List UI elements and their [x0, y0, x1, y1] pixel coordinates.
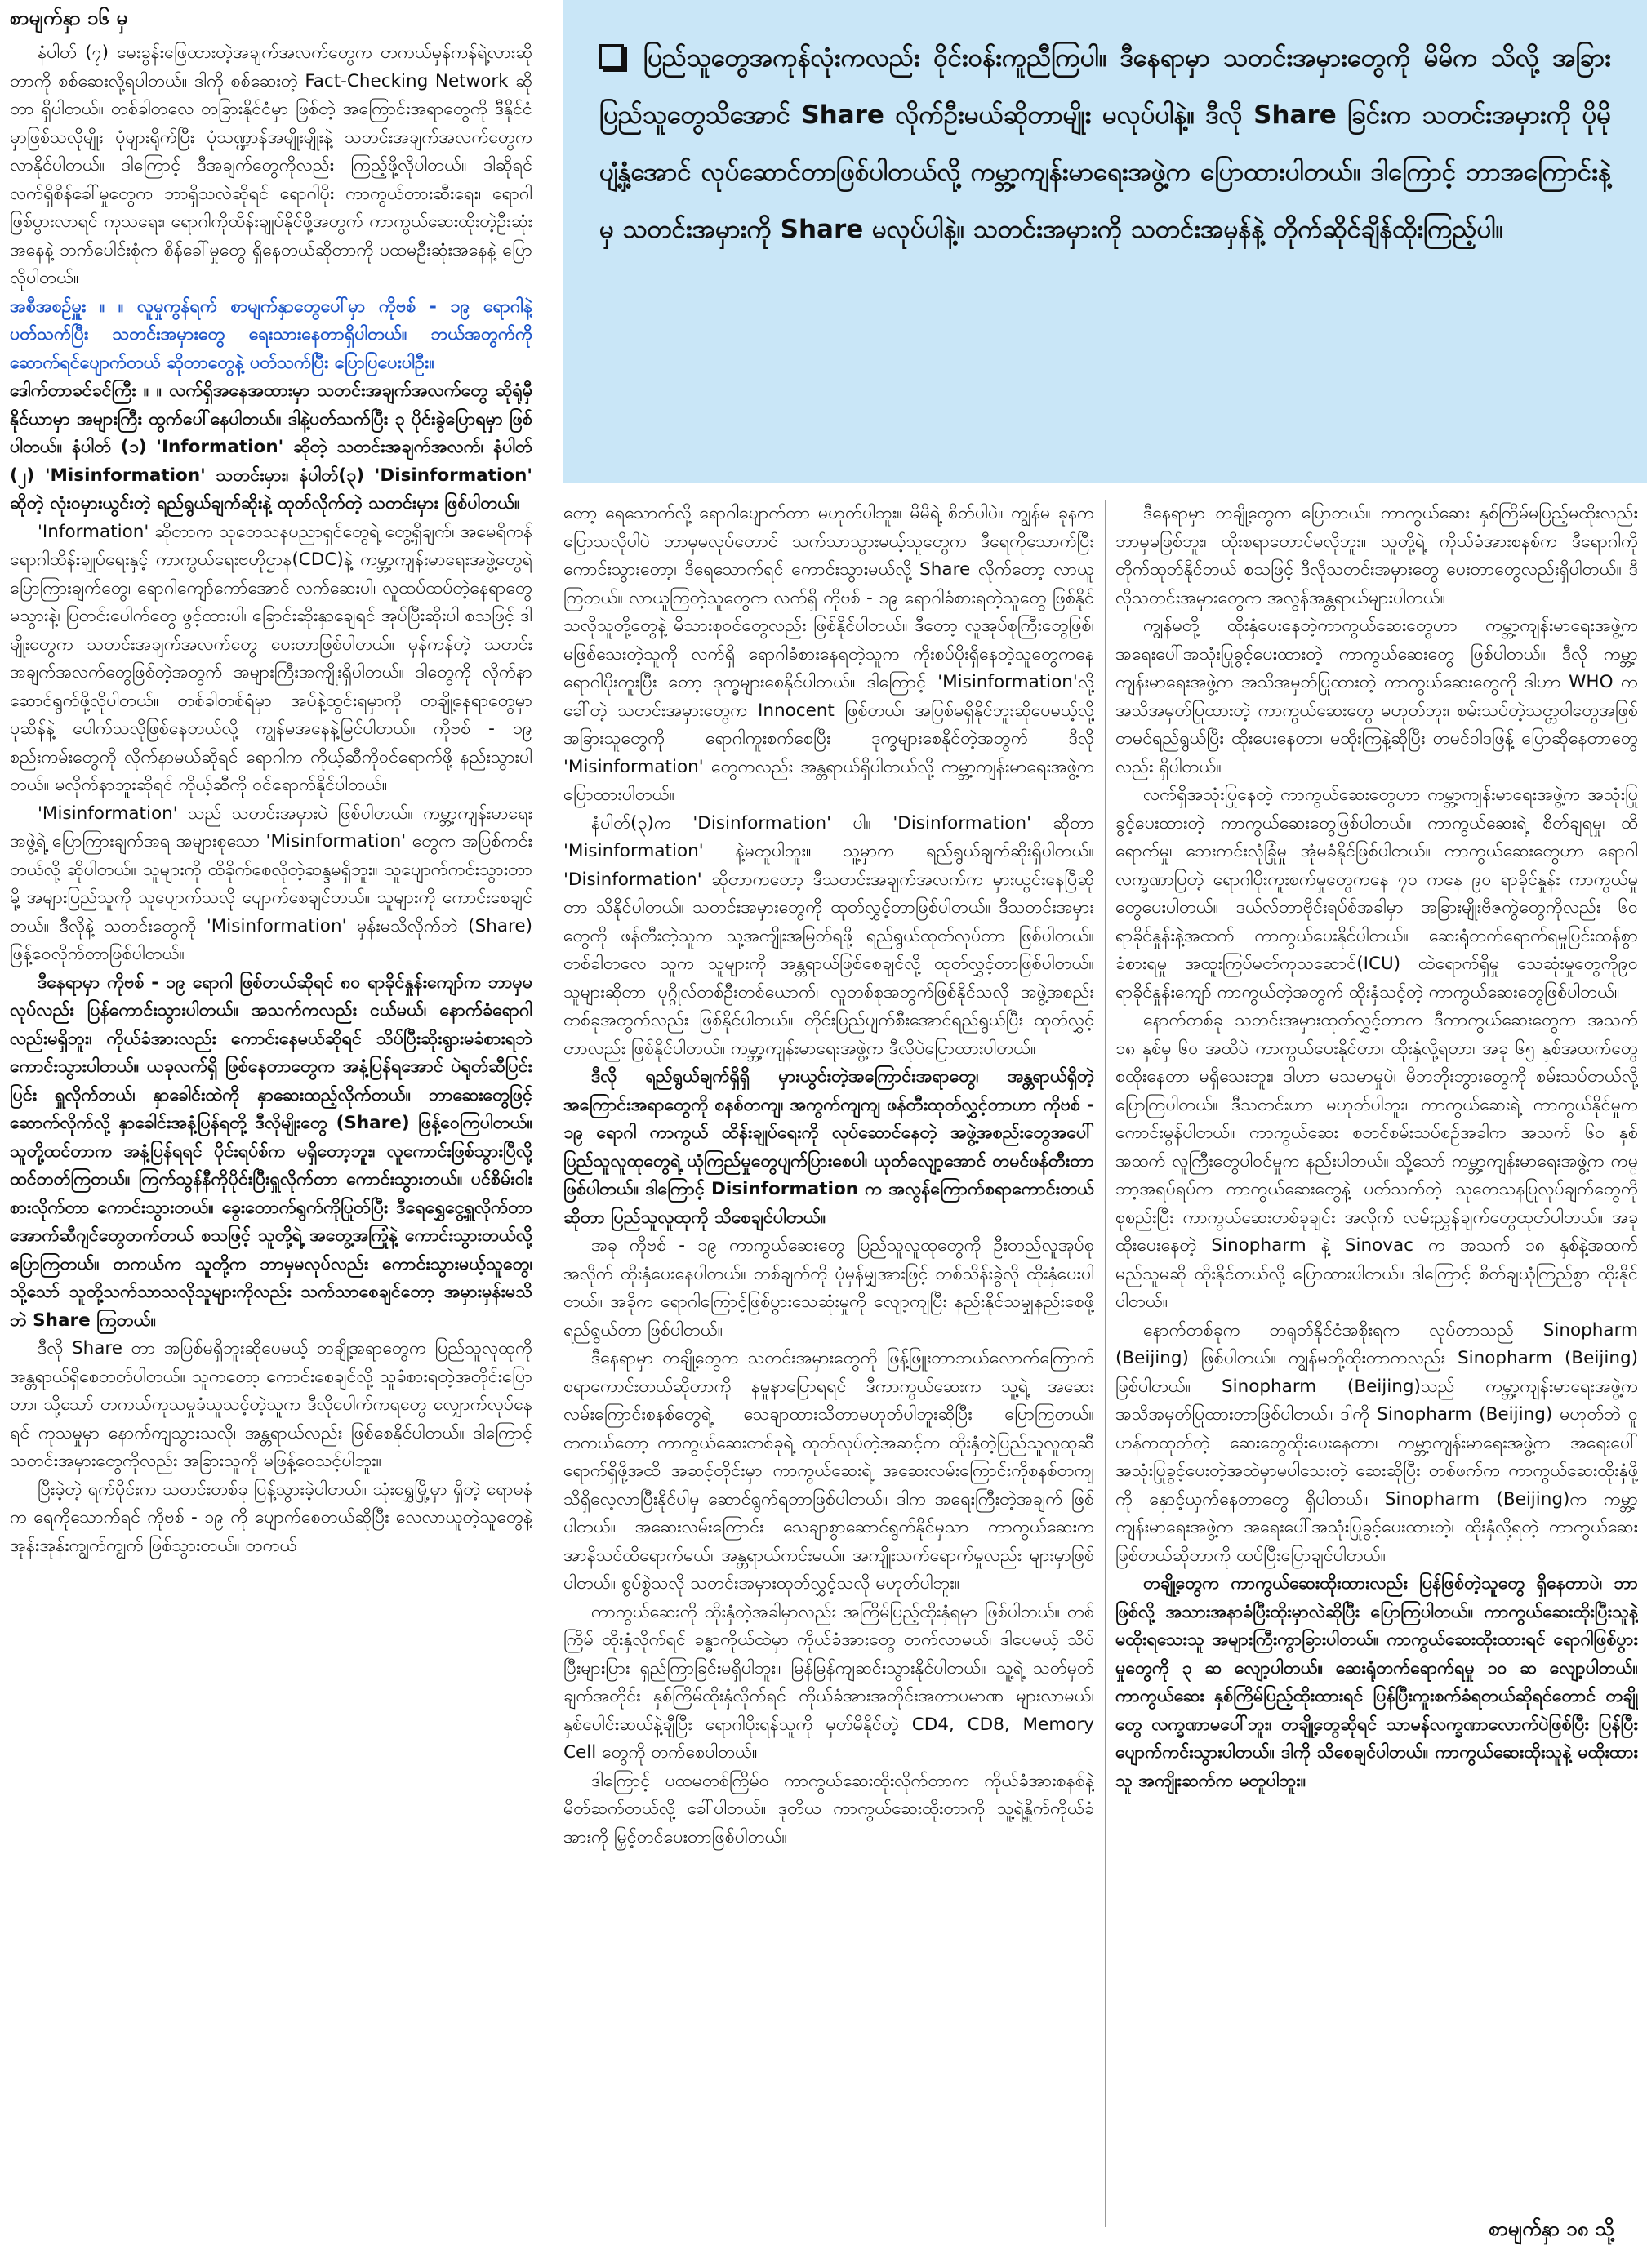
paragraph: 'Misinformation' သည် သတင်းအမှားပဲ ဖြစ်ပါတယ်။ ကမ္ဘာ့ကျန်းမာရေးအဖွဲ့ရဲ့ ပြောကြားချက်အရ အများစုသော 'Misinformation' တွေက အပြစ်ကင်းတယ်လို့ ဆိုပါတယ်။ သူများကို ထိခိုက်စေလိုတဲ့ဆန္ဒမရှိဘူး။ သူပျောက်ကင်းသွားတာမို့ အများပြည်သူကို သူပျောက်သလို ပျောက်စေချင်တယ်။ သူများကို ကောင်းစေချင်တယ်။ ဒီလိုနဲ့ သတင်းတွေကို 'Misinformation' မှန်းမသိလိုက်ဘဲ (Share) ဖြန့်ဝေလိုက်တာဖြစ်ပါတယ်။ — [10, 803, 532, 964]
article-column-2 — [563, 500, 1094, 2229]
callout-text: ပြည်သူတွေအကုန်လုံးကလည်း ဝိုင်းဝန်းကူညီကြပါ။ ဒီနေရာမှာ သတင်းအမှားတွေကို မိမိက သိလို့ အခြားပြည်သူတွေသိအောင် Share လိုက်ဦးမယ်ဆိုတာမျိုး မလုပ်ပါနဲ့။ ဒီလို Share ခြင်းက သတင်းအမှားကို ပိုမိုပျံ့နှံ့အောင် လုပ်ဆောင်တာဖြစ်ပါတယ်လို့ ကမ္ဘာ့ကျန်းမာရေးအဖွဲ့က ပြောထားပါတယ်။ ဒါကြောင့် ဘာအကြောင်းနဲ့မှ သတင်းအမှားကို Share မလုပ်ပါနဲ့။ သတင်းအမှားကို သတင်းအမှန်နဲ့ တိုက်ဆိုင်ချိန်ထိုးကြည့်ပါ။ — [599, 43, 1611, 244]
paragraph: နောက်တစ်ခုက တရုတ်နိုင်ငံအစိုးရက လုပ်တာသည် Sinopharm (Beijing) ဖြစ်ပါတယ်။ ကျွန်မတို့ထိုးတာကလည်း Sinopharm (Beijing) ဖြစ်ပါတယ်။ Sinopharm (Beijing)သည် ကမ္ဘာ့ကျန်းမာရေးအဖွဲ့က အသိအမှတ်ပြုထားတာဖြစ်ပါတယ်။ ဒါကို Sinopharm (Beijing) မဟုတ်ဘဲ ဝူဟန်ကထုတ်တဲ့ ဆေးတွေထိုးပေးနေတာ၊ ကမ္ဘာ့ကျန်းမာရေးအဖွဲ့က အရေးပေါ်အသုံးပြုခွင့်ပေးတဲ့အထဲမှာမပါသေးတဲ့ ဆေးဆိုပြီး တစ်ဖက်က ကာကွယ်ဆေးထိုးနှံဖို့ကို နှောင့်ယှက်နေတာတွေ ရှိပါတယ်။ Sinopharm (Beijing)က ကမ္ဘာ့ကျန်းမာရေးအဖွဲ့က အရေးပေါ်အသုံးပြုခွင့်ပေးထားတဲ့၊ ထိုးနှံလို့ရတဲ့ ကာကွယ်ဆေးဖြစ်တယ်ဆိုတာကို ထပ်ပြီးပြောချင်ပါတယ်။ — [1115, 1319, 1638, 1566]
paragraph: နံပါတ်(၃)က 'Disinformation' ပါ။ 'Disinformation' ဆိုတာ 'Misinformation' နဲ့မတူပါဘူး။ သူ့မှာက ရည်ရွယ်ချက်ဆိုးရှိပါတယ်။ 'Disinformation' ဆိုတာကတော့ ဒီသတင်းအချက်အလက်က မှားယွင်းနေပြီဆိုတာ သိနိုင်ပါတယ်။ သတင်းအမှားတွေကို ထုတ်လွှင့်တာဖြစ်ပါတယ်။ ဒီသတင်းအမှားတွေကို ဖန်တီးတဲ့သူက သူ့အကျိုးအမြတ်ရဖို့ ရည်ရွယ်ထုတ်လုပ်တာ ဖြစ်ပါတယ်။ တစ်ခါတလေ သူက သူများကို အန္တရာယ်ဖြစ်စေချင်လို့ ထုတ်လွှင့်တာဖြစ်ပါတယ်။ သူများဆိုတာ ပုဂ္ဂိုလ်တစ်ဦးတစ်ယောက်၊ လူတစ်စုအတွက်ဖြစ်နိုင်သလို အဖွဲ့အစည်းတစ်ခုအတွက်လည်း ဖြစ်နိုင်ပါတယ်။ တိုင်းပြည်ပျက်စီးအောင်ရည်ရွယ်ပြီး ထုတ်လွှင့်တာလည်း ဖြစ်နိုင်ပါတယ်။ ကမ္ဘာ့ကျန်းမာရေးအဖွဲ့က ဒီလိုပဲပြောထားပါတယ်။ — [563, 812, 1094, 1059]
paragraph: ပြီးခဲ့တဲ့ ရက်ပိုင်းက သတင်းတစ်ခု ပြန့်သွားခဲ့ပါတယ်။ သုံးရွှေမြို့မှာ ရှိတဲ့ ရောမနံက ရေကိုသောက်ရင် ကိုဗစ် - ၁၉ ကို ပျောက်စေတယ်ဆိုပြီး လေလာယူတဲ့သူတွေနဲ့ အုန်းအုန်းကျွက်ကျွက် ဖြစ်သွားတယ်။ တကယ် — [10, 1479, 532, 1556]
paragraph-bold: ဒီလို ရည်ရွယ်ချက်ရှိရှိ မှားယွင်းတဲ့အကြောင်းအရာတွေ၊ အန္တရာယ်ရှိတဲ့အကြောင်းအရာတွေကို စနစ်တကျ၊ အကွက်ကျကျ ဖန်တီးထုတ်လွှင့်တာဟာ ကိုဗစ် - ၁၉ ရောဂါ ကာကွယ် ထိန်းချုပ်ရေးကို လုပ်ဆောင်နေတဲ့ အဖွဲ့အစည်းတွေအပေါ် ပြည်သူလူထုတွေရဲ့ ယုံကြည်မှုတွေပျက်ပြားစေပါ၊ ယုတ်လျော့အောင် တမင်ဖန်တီးတာ ဖြစ်ပါတယ်။ ဒါကြောင့် Disinformation က အလွန်ကြောက်စရာကောင်းတယ်ဆိုတာ ပြည်သူလူထုကို သိစေချင်ပါတယ်။ — [563, 1066, 1094, 1228]
paragraph: ကာကွယ်ဆေးကို ထိုးနှံတဲ့အခါမှာလည်း အကြိမ်ပြည့်ထိုးနှံရမှာ ဖြစ်ပါတယ်။ တစ်ကြိမ် ထိုးနှံလိုက်ရင် ခန္ဓာကိုယ်ထဲမှာ ကိုယ်ခံအားတွေ တက်လာမယ်၊ ဒါပေမယ့် သိပ်ပြီးများပြား ရှည်ကြာခြင်းမရှိပါဘူး။ မြန်မြန်ကျဆင်းသွားနိုင်ပါတယ်။ သူ့ရဲ့ သတ်မှတ်ချက်အတိုင်း နှစ်ကြိမ်ထိုးနှံလိုက်ရင် ကိုယ်ခံအားအတိုင်းအတာပမာဏ များလာမယ်၊ နှစ်ပေါင်းဆယ်နဲ့ချီပြီး ရောဂါပိုးရန်သူကို မှတ်မိနိုင်တဲ့ CD4, CD8, Memory Cell တွေကို တက်စေပါတယ်။ — [563, 1601, 1094, 1763]
paragraph-bold: တချို့တွေက ကာကွယ်ဆေးထိုးထားလည်း ပြန်ဖြစ်တဲ့သူတွေ ရှိနေတာပဲ၊ ဘာဖြစ်လို့ အသားအနာခံပြီးထိုးမှာလဲဆိုပြီး ပြောကြပါတယ်။ ကာကွယ်ဆေးထိုးပြီးသူနဲ့ မထိုးရသေးသူ အများကြီးကွာခြားပါတယ်။ ကာကွယ်ဆေးထိုးထားရင် ရောဂါဖြစ်ပွားမှုတွေကို ၃ ဆ လျော့ပါတယ်။ ဆေးရုံတက်ရောက်ရမှု ၁၀ ဆ လျော့ပါတယ်။ ကာကွယ်ဆေး နှစ်ကြိမ်ပြည့်ထိုးထားရင် ပြန်ပြီးကူးစက်ခံရတယ်ဆိုရင်တောင် တချို့တွေ လက္ခဏာမပေါ်ဘူး၊ တချို့တွေဆိုရင် သာမန်လက္ခဏာလောက်ပဲဖြစ်ပြီး ပြန်ပြီးပျောက်ကင်းသွားပါတယ်။ ဒါကို သိစေချင်ပါတယ်။ ကာကွယ်ဆေးထိုးသူနဲ့ မထိုးထားသူ အကျိုးဆက်က မတူပါဘူး။ — [1115, 1573, 1638, 1791]
paragraph: ဒီနေရာမှာ တချို့တွေက သတင်းအမှားတွေကို ဖြန့်ဖြူးတာဘယ်လောက်ကြောက်စရာကောင်းတယ်ဆိုတာကို နမူနာပြောရရင် ဒီကာကွယ်ဆေးက သူ့ရဲ့ အဆေးလမ်းကြောင်းစနစ်တွေရဲ့ သေချာထားသိတာမဟုတ်ပါဘူးဆိုပြီး ပြောကြတယ်။ တကယ်တော့ ကာကွယ်ဆေးတစ်ခုရဲ့ ထုတ်လုပ်တဲ့အဆင့်က ထိုးနှံတဲ့ပြည်သူလူထုဆီ ရောက်ရှိဖို့အထိ အဆင့်တိုင်းမှာ ကာကွယ်ဆေးရဲ့ အဆေးလမ်းကြောင်းကိုစနစ်တကျ သိရှိလေ့လာပြီးနိုင်ပါမှ ဆောင်ရွက်ရတာဖြစ်ပါတယ်။ ဒါက အရေးကြီးတဲ့အချက် ဖြစ်ပါတယ်။ အဆေးလမ်းကြောင်း သေချာစွာဆောင်ရွက်နိုင်မှသာ ကာကွယ်ဆေးက အာနိသင်ထိရောက်မယ်၊ အန္တရာယ်ကင်းမယ်။ အကျိုးသက်ရောက်မှုလည်း များမှာဖြစ်ပါတယ်။ စွပ်စွဲသလို သတင်းအမှားထုတ်လွှင့်သလို မဟုတ်ပါဘူး။ — [563, 1348, 1094, 1594]
checkbox-icon — [599, 44, 624, 69]
paragraph: ဒီလို Share တာ အပြစ်မရှိဘူးဆိုပေမယ့် တချို့အရာတွေက ပြည်သူလူထုကို အန္တရာယ်ရှိစေတတ်ပါတယ်။ သူကတော့ ကောင်းစေချင်လို့ သူခံစားရတဲ့အတိုင်းပြောတာ၊ သို့သော် တကယ်ကုသမှုခံယူသင့်တဲ့သူက ဒီလိုပေါက်ကရတွေ လျှောက်လုပ်နေရင် ကုသမှုမှာ နောက်ကျသွားသလို၊ အန္တရာယ်လည်း ဖြစ်စေနိုင်ပါတယ်။ ဒါကြောင့် သတင်းအမှားတွေကိုလည်း အခြားသူကို မဖြန့်ဝေသင့်ပါဘူး။ — [10, 1338, 532, 1471]
paragraph: အခု ကိုဗစ် - ၁၉ ကာကွယ်ဆေးတွေ ပြည်သူလူထုတွေကို ဦးတည်လူအုပ်စုအလိုက် ထိုးနှံပေးနေပါတယ်။ တစ်ချက်ကို ပုံမှန်မျှအားဖြင့် တစ်သိန်းခွဲလို ထိုးနှံပေးပါတယ်။ အခိုက ရောဂါကြောင့်ဖြစ်ပွားသေဆုံးမှုကို လျော့ကျပြီး နည်းနိုင်သမျှနည်းစေဖို့ ရည်ရွယ်တာ ဖြစ်ပါတယ်။ — [563, 1235, 1094, 1341]
interviewer-question: အစီအစဉ်မှူး ။ ။ လူမှုကွန်ရက် စာမျက်နှာတွေပေါ်မှာ ကိုဗစ် - ၁၉ ရောဂါနဲ့ ပတ်သက်ပြီး သတင်းအမှားတွေ ရေးသားနေတာရှိပါတယ်။ ဘယ်အတွက်ကို ဆောက်ရင်ပျောက်တယ် ဆိုတာတွေနဲ့ ပတ်သက်ပြီး ပြောပြပေးပါဦး။ — [10, 296, 532, 373]
article-column-3 — [1115, 500, 1638, 2229]
paragraph: နောက်တစ်ခု သတင်းအမှားထုတ်လွှင့်တာက ဒီကာကွယ်ဆေးတွေက အသက် ၁၈ နှစ်မှ ၆၀ အထိပဲ ကာကွယ်ပေးနိုင်တာ၊ ထိုးနှံလို့ရတာ၊ အခု ၆၅ နှစ်အထက်တွေ စထိုးနေတာ မရှိသေးဘူး၊ ဒါဟာ မသမာမှုပဲ၊ မိဘဘိုးဘွားတွေကို စမ်းသပ်တယ်လို့ ပြောကြပါတယ်။ ဒီသတင်းဟာ မဟုတ်ပါဘူး၊ ကာကွယ်ဆေးရဲ့ ကာကွယ်နိုင်မှုက ကောင်းမွန်ပါတယ်။ ကာကွယ်ဆေး စတင်စမ်းသပ်စဉ်အခါက အသက် ၆၀ နှစ်အထက် လူကြီးတွေပါဝင်မှုက နည်းပါတယ်။ သို့သော် ကမ္ဘာ့ကျန်းမာရေးအဖွဲ့က ကမ္ဘာ့အရပ်ရပ်က ကာကွယ်ဆေးတွေနဲ့ ပတ်သက်တဲ့ သုတေသနပြုလုပ်ချက်တွေကိုစုစည်းပြီး ကာကွယ်ဆေးတစ်ခုချင်း အလိုက် လမ်းညွှန်ချက်တွေထုတ်ပါတယ်။ အခု ထိုးပေးနေတဲ့ Sinopharm နဲ့ Sinovac က အသက် ၁၈ နှစ်နဲ့အထက် မည်သူမဆို ထိုးနိုင်တယ်လို့ ပြောထားပါတယ်။ ဒါကြောင့် စိတ်ချယုံကြည်စွာ ထိုးနိုင်ပါတယ်။ — [1115, 1010, 1638, 1312]
page-continued-to: စာမျက်နှာ ၁၈ သို့ — [1489, 2217, 1614, 2240]
page-continued-from: စာမျက်နှာ ၁၆ မှ — [10, 7, 128, 29]
article-column-1 — [10, 39, 532, 2227]
paragraph: ဒါကြောင့် ပထမတစ်ကြိမ်ဝ ကာကွယ်ဆေးထိုးလိုက်တာက ကိုယ်ခံအားစနစ်နဲ့ မိတ်ဆက်တယ်လို့ ခေါ်ပါတယ်။ ဒုတိယ ကာကွယ်ဆေးထိုးတာကို သူ့ရဲ့နှိုက်ကိုယ်ခံအားကို မြှင့်တင်ပေးတာဖြစ်ပါတယ်။ — [563, 1770, 1094, 1848]
paragraph: ဒီနေရာမှာ တချို့တွေက ပြောတယ်။ ကာကွယ်ဆေး နှစ်ကြိမ်မပြည့်မထိုးလည်း ဘာမှမဖြစ်ဘူး၊ ထိုးစရာတောင်မလိုဘူး။ သူတို့ရဲ့ ကိုယ်ခံအားစနစ်က ဒီရောဂါကို တိုက်ထုတ်နိုင်တယ် စသဖြင့် ဒီလိုသတင်းအမှားတွေ ပေးတာတွေလည်းရှိပါတယ်။ ဒီလိုသတင်းအမှားတွေက အလွန်အန္တရာယ်များပါတယ်။ — [1115, 503, 1638, 608]
paragraph-bold: ဒီနေရာမှာ ကိုဗစ် - ၁၉ ရောဂါ ဖြစ်တယ်ဆိုရင် ၈၀ ရာခိုင်နှုန်းကျော်က ဘာမှမလုပ်လည်း ပြန်ကောင်းသွားပါတယ်။ အသက်ကလည်း ငယ်မယ်၊ နောက်ခံရောဂါလည်းမရှိဘူး၊ ကိုယ်ခံအားလည်း ကောင်းနေမယ်ဆိုရင် သိပ်ပြီးဆိုးရွားမခံစားရဘဲ ကောင်းသွားပါတယ်။ ယခုလက်ရှိ ဖြစ်နေတာတွေက အနံ့ပြန်ရအောင် ပဲရုတ်ဆီပြင်းပြင်း ရှူလိုက်တယ်၊ နှာခေါင်းထဲကို နှာဆေးထည့်လိုက်တယ်။ ဘာဆေးတွေဖြင့် ဆောက်လိုက်လို့ နှာခေါင်းအနံ့ပြန်ရတို့ ဒီလိုမျိုးတွေ (Share) ဖြန့်ဝေကြပါတယ်။ သူတို့ထင်တာက အနံ့ပြန်ရရင် ပိုင်းရပ်စ်က မရှိတော့ဘူး၊ လူကောင်းဖြစ်သွားပြီလို့ ထင်တတ်ကြတယ်။ ကြက်သွန်နီကိုပိုင်းပြီးရှူလိုက်တာ ကောင်းသွားတယ်။ ပင်စိမ်းဝါးစားလိုက်တာ ကောင်းသွားတယ်။ ခွေးတောက်ရွက်ကိုပြုတ်ပြီး ဒီရေရွှေငွေ့ရှူလိုက်တာ အောက်ဆီဂျင်တွေတက်တယ် စသဖြင့် သူတို့ရဲ့ အတွေ့အကြုံနဲ့ ကောင်းသွားတယ်လို့ပြောကြတယ်။ တကယ်က သူတို့က ဘာမှမလုပ်လည်း ကောင်းသွားမယ့်သူတွေ၊ သို့သော် သူတို့သက်သာသလိုသူများကိုလည်း သက်သာစေချင်တော့ အမှားမှန်းမသိဘဲ Share ကြတယ်။ — [10, 972, 532, 1331]
highlight-callout-box — [563, 0, 1647, 483]
paragraph: 'Information' ဆိုတာက သုတေသနပညာရှင်တွေရဲ့ တွေ့ရှိချက်၊ အမေရိကန်ရောဂါထိန်းချုပ်ရေးနှင့် ကာကွယ်ရေးဗဟိုဌာန(CDC)နဲ့ ကမ္ဘာ့ကျန်းမာရေးအဖွဲ့တွေရဲ့ ပြောကြားချက်တွေ၊ ရောဂါကျော်ကော်အောင် လက်ဆေးပါ၊ လူထပ်ထပ်တဲ့နေရာတွေမသွားနဲ့၊ ပြတင်းပေါက်တွေ ဖွင့်ထားပါ၊ ခြောင်းဆိုးနှာချေရင် အုပ်ပြီးဆိုးပါ စသဖြင့် ဒါမျိုးတွေက သတင်းအချက်အလက်တွေ ပေးတာဖြစ်ပါတယ်။ မှန်ကန်တဲ့ သတင်းအချက်အလက်တွေဖြစ်တဲ့အတွက် အများကြီးအကျိုးရှိပါတယ်။ ဒါတွေကို လိုက်နာဆောင်ရွက်ဖို့လိုပါတယ်။ တစ်ခါတစ်ရံမှာ အပ်နဲ့ထွင်းရမှာကို တချို့နေရာတွေမှာ ပုဆိန်နဲ့ ပေါက်သလိုဖြစ်နေတယ်လို့ ကျွန်မအနေနဲ့မြင်ပါတယ်။ ကိုဗစ် - ၁၉ စည်းကမ်းတွေကို လိုက်နာမယ်ဆိုရင် ရောဂါက ကိုယ့်ဆီကိုဝင်ရောက်ဖို့ နည်းသွားပါတယ်။ မလိုက်နာဘူးဆိုရင် ကိုယ့်ဆီကို ဝင်ရောက်နိုင်ပါတယ်။ — [10, 521, 532, 795]
callout-paragraph — [599, 29, 1611, 258]
column-divider-right — [1105, 500, 1106, 2227]
paragraph: နံပါတ် (၇) မေးခွန်းဖြေထားတဲ့အချက်အလက်တွေက တကယ်မှန်ကန်ရဲ့လားဆိုတာကို စစ်ဆေးလို့ရပါတယ်။ ဒါကို စစ်ဆေးတဲ့ Fact-Checking Network ဆိုတာ ရှိပါတယ်။ တစ်ခါတလေ တခြားနိုင်ငံမှာ ဖြစ်တဲ့ အကြောင်းအရာတွေကို ဒီနိုင်ငံမှာဖြစ်သလိုမျိုး ပုံများရိုက်ပြီး ပုံသဏ္ဍာန်အမျိုးမျိုးနဲ့ သတင်းအချက်အလက်တွေက လာနိုင်ပါတယ်။ ဒါကြောင့် ဒီအချက်တွေကိုလည်း ကြည့်ဖို့လိုပါတယ်။ ဒါဆိုရင် လက်ရှိစိန်ခေါ်မှုတွေက ဘာရှိသလဲဆိုရင် ရောဂါပိုး ကာကွယ်တားဆီးရေး၊ ရောဂါဖြစ်ပွားလာရင် ကုသရေး၊ ရောဂါကိုထိန်းချုပ်နိုင်ဖို့အတွက် ကာကွယ်ဆေးထိုးတဲ့ဦးဆုံးအနေနဲ့ ဘက်ပေါင်းစုံက စိန်ခေါ်မှုတွေ ရှိနေတယ်ဆိုတာကို ပထမဦးဆုံးအနေနဲ့ ပြောလိုပါတယ်။ — [10, 42, 532, 288]
paragraph: ကျွန်မတို့ ထိုးနှံပေးနေတဲ့ကာကွယ်ဆေးတွေဟာ ကမ္ဘာ့ကျန်းမာရေးအဖွဲ့က အရေးပေါ်အသုံးပြုခွင့်ပေးထားတဲ့ ကာကွယ်ဆေးတွေ ဖြစ်ပါတယ်။ ဒီလို ကမ္ဘာ့ကျန်းမာရေးအဖွဲ့က အသိအမှတ်ပြုထားတဲ့ ကာကွယ်ဆေးတွေကို ဒါဟာ WHO က အသိအမှတ်ပြုထားတဲ့ ကာကွယ်ဆေးတွေ မဟုတ်ဘူး၊ စမ်းသပ်တဲ့သတ္တဝါတွေအဖြစ် တမင်ရည်ရွယ်ပြီး ထိုးပေးနေတာ၊ မထိုးကြနဲ့ဆိုပြီး တမင်ဝါဒဖြန့် ပြောဆိုနေတာတွေလည်း ရှိပါတယ်။ — [1115, 616, 1638, 777]
paragraph: တော့ ရေသောက်လို့ ရောဂါပျောက်တာ မဟုတ်ပါဘူး။ မိမိရဲ့ စိတ်ပါပဲ။ ကျွန်မ ခုနက ပြောသလိုပါပဲ ဘာမှမလုပ်တောင် သက်သာသွားမယ့်သူတွေက ဒီရေကိုသောက်ပြီး ကောင်းသွားတော့၊ ဒီရေသောက်ရင် ကောင်းသွားမယ်လို့ Share လိုက်တော့ လာယူကြတယ်။ လာယူကြတဲ့သူတွေက လက်ရှိ ကိုဗစ် - ၁၉ ရောဂါခံစားရတဲ့သူတွေ ဖြစ်နိုင်သလိုသူတို့တွေနဲ့ မိသားစုဝင်တွေလည်း ဖြစ်နိုင်ပါတယ်။ ဒီတော့ လူအုပ်စုကြီးတွေဖြစ်၊ မဖြစ်သေးတဲ့သူကို လက်ရှိ ရောဂါခံစားနေရတဲ့သူက ကိုးစပ်ပိုးရှိနေတဲ့သူတွေကနေ ရောဂါပိုးကူးပြီး တော့ ဒုက္ခများစေနိုင်ပါတယ်။ ဒါကြောင့် 'Misinformation'လို့ခေါ်တဲ့ သတင်းအမှားတွေက Innocent ဖြစ်တယ်၊ အပြစ်မရှိနိုင်ဘူးဆိုပေမယ့်လို့ အခြားသူတွေကို ရောဂါကူးစက်စေပြီး ဒုက္ခများစေနိုင်တဲ့အတွက် ဒီလို 'Misinformation' တွေကလည်း အန္တရာယ်ရှိပါတယ်လို့ ကမ္ဘာ့ကျန်းမာရေးအဖွဲ့က ပြောထားပါတယ်။ — [563, 503, 1094, 805]
interviewee-answer-intro: ဒေါက်တာခင်ခင်ကြီး ။ ။ လက်ရှိအနေအထားမှာ သတင်းအချက်အလက်တွေ ဆိုရုံမှီနိုင်ယာမှာ အများကြီး ထွက်ပေါ်နေပါတယ်။ ဒါနဲ့ပတ်သက်ပြီး ၃ ပိုင်းခွဲပြောရမှာ ဖြစ်ပါတယ်။ နံပါတ် (၁) 'Information' ဆိုတဲ့ သတင်းအချက်အလက်၊ နံပါတ် (၂) 'Misinformation' သတင်းမှား၊ နံပါတ်(၃) 'Disinformation' ဆိုတဲ့ လုံးဝမှားယွင်းတဲ့ ရည်ရွယ်ချက်ဆိုးနဲ့ ထုတ်လိုက်တဲ့ သတင်းမှား ဖြစ်ပါတယ်။ — [10, 380, 532, 514]
paragraph: လက်ရှိအသုံးပြုနေတဲ့ ကာကွယ်ဆေးတွေဟာ ကမ္ဘာ့ကျန်းမာရေးအဖွဲ့က အသုံးပြုခွင့်ပေးထားတဲ့ ကာကွယ်ဆေးတွေဖြစ်ပါတယ်။ ကာကွယ်ဆေးရဲ့ စိတ်ချရမှု၊ ထိရောက်မှု၊ ဘေးကင်းလုံခြုံမှု အုံမခံနိုင်ဖြစ်ပါတယ်။ ကာကွယ်ဆေးတွေဟာ ရောဂါလက္ခဏာပြတဲ့ ရောဂါပိုးကူးစက်မှုတွေကနေ ၇၀ ကနေ ၉၀ ရာခိုင်နှုန်း ကာကွယ်မှုတွေပေးပါတယ်။ ဒယ်လ်တာဗိုင်းရပ်စ်အခါမှာ အခြားမျိုးဗီဇကွဲတွေကိုလည်း ၆၀ ရာခိုင်နှုန်းနဲ့အထက် ကာကွယ်ပေးနိုင်ပါတယ်။ ဆေးရုံတက်ရောက်ရမှုပြင်းထန်စွာခံစားရမှု အထူးကြပ်မတ်ကုသဆောင်(ICU) ထဲရောက်ရှိမှု သေဆုံးမှုတွေကို၉၀ ရာခိုင်နှုန်းကျော် ကာကွယ်တဲ့အတွက် ထိုးနှံသင့်တဲ့ ကာကွယ်ဆေးတွေဖြစ်ပါတယ်။ — [1115, 785, 1638, 1003]
